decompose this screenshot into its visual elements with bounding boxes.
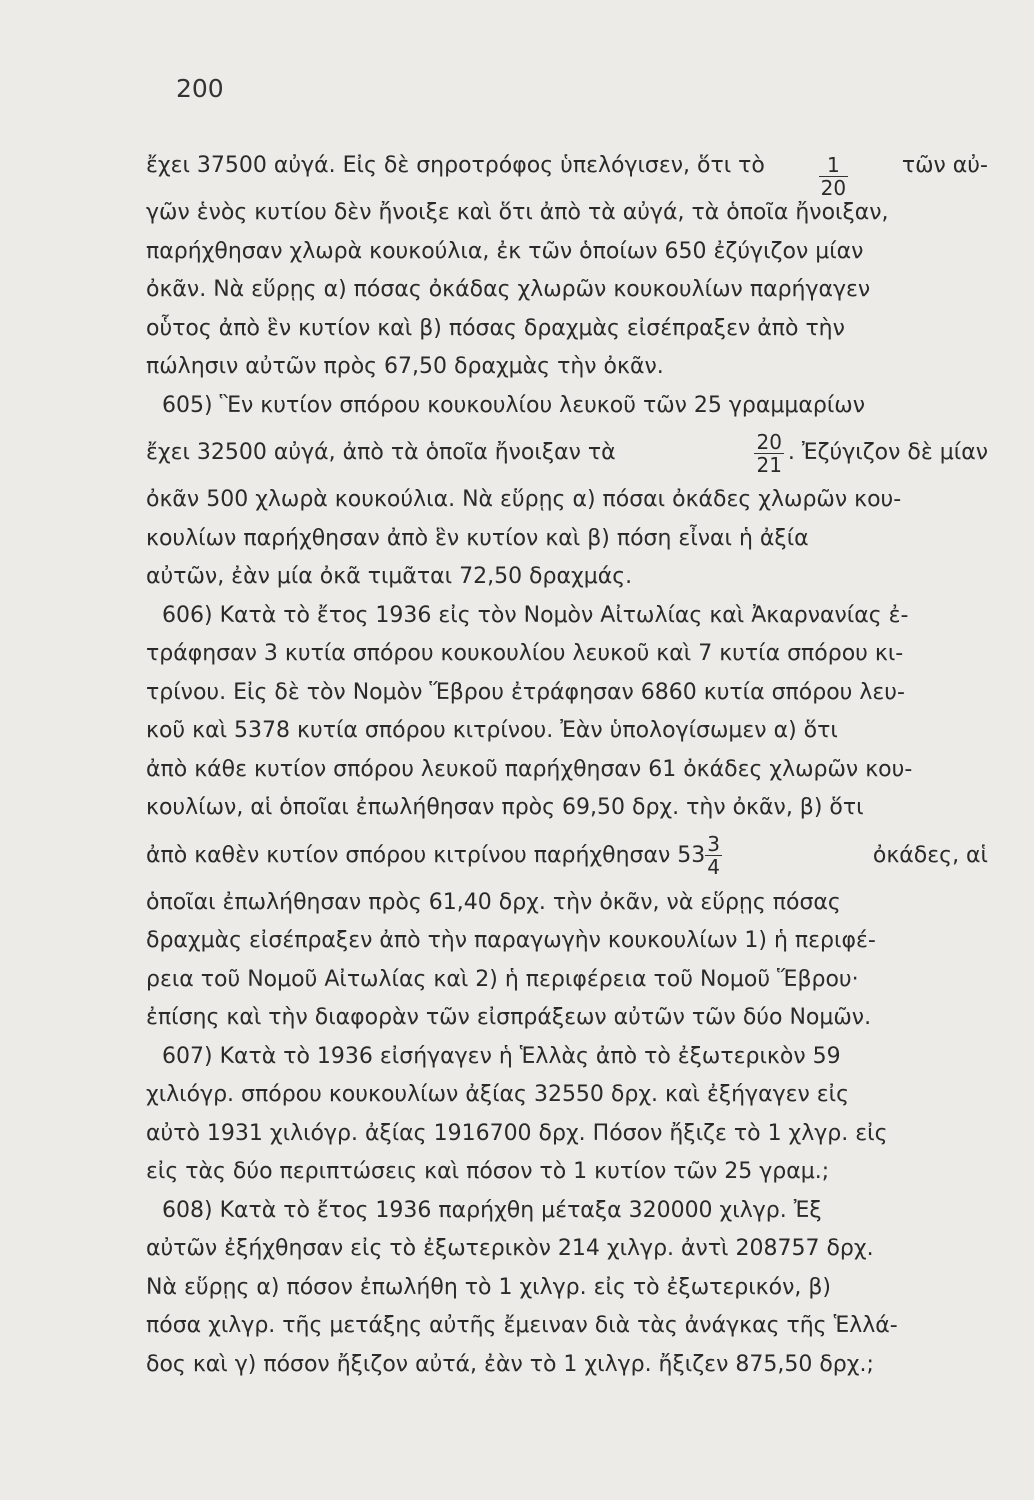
- text-line-19: δραχμὰς εἰσέπραξεν ἀπὸ τὴν παραγωγὴν κουκουλίων 1) ἡ περιφέ-: [146, 928, 876, 953]
- text-line-12: τράφησαν 3 κυτία σπόρου κουκουλίου λευκοῦ καὶ 7 κυτία σπόρου κι-: [146, 641, 904, 666]
- text-line-0: [146, 138, 988, 200]
- text-line-16: κουλίων, αἱ ὁποῖαι ἐπωλήθησαν πρὸς 69,50 δρχ. τὴν ὀκᾶν, β) ὅτι: [146, 795, 864, 820]
- text-line-17: [146, 828, 988, 884]
- text-line-1: γῶν ἑνὸς κυτίου δὲν ἤνοιξε καὶ ὅτι ἀπὸ τὰ αὐγά, τὰ ὁποῖα ἤνοιξαν,: [146, 200, 889, 225]
- text-line-15: ἀπὸ κάθε κυτίον σπόρου λευκοῦ παρήχθησαν 61 ὀκάδες χλωρῶν κου-: [146, 756, 913, 782]
- mixed-number-group: [146, 828, 726, 884]
- text-line-9: κουλίων παρήχθησαν ἀπὸ ἓν κυτίον καὶ β) πόση εἶναι ἡ ἀξία: [146, 525, 809, 551]
- body-text: [146, 138, 988, 1384]
- text-line-7: [146, 425, 988, 481]
- text-line-28: Νὰ εὕρῃς α) πόσον ἐπωλήθη τὸ 1 χιλγρ. εἰς τὸ ἐξωτερικόν, β): [146, 1274, 831, 1300]
- text-line-8: ὀκᾶν 500 χλωρὰ κουκούλια. Νὰ εὕρῃς α) πόσαι ὀκάδες χλωρῶν κου-: [146, 487, 902, 512]
- fraction-denominator: 20: [820, 176, 847, 200]
- text-line-10: αὐτῶν, ἐὰν μία ὀκᾶ τιμᾶται 72,50 δραχμάς.: [146, 564, 633, 589]
- problem-607-start: 607) Κατὰ τὸ 1936 εἰσήγαγεν ἡ Ἑλλὰς ἀπὸ τὸ ἐξωτερικὸν 59: [162, 1043, 841, 1069]
- text-line-4: οὗτος ἀπὸ ἓν κυτίον καὶ β) πόσας δραχμὰς εἰσέπραξεν ἀπὸ τὴν: [146, 315, 845, 341]
- text-segment: ἔχει 32500 αὐγά, ἀπὸ τὰ ὁποῖα ἤνοιξαν τὰ: [146, 440, 616, 465]
- text-line-14: κοῦ καὶ 5378 κυτία σπόρου κιτρίνου. Ἐὰν ὑπολογίσωμεν α) ὅτι: [146, 718, 838, 743]
- fraction-numerator: 1: [827, 153, 840, 177]
- text-line-23: χιλιόγρ. σπόρου κουκουλίων ἀξίας 32550 δρχ. καὶ ἐξήγαγεν εἰς: [146, 1082, 850, 1107]
- text-line-30: δος καὶ γ) πόσον ἤξιζον αὐτά, ἐὰν τὸ 1 χιλγρ. ἤξιζεν 875,50 δρχ.;: [146, 1351, 874, 1377]
- text-line-18: ὁποῖαι ἐπωλήθησαν πρὸς 61,40 δρχ. τὴν ὀκᾶν, νὰ εὕρῃς πόσας: [146, 889, 841, 915]
- fraction-numerator: 3: [707, 832, 720, 856]
- text-segment: . Ἐζύγιζον δὲ μίαν: [787, 440, 988, 465]
- problem-606-start: 606) Κατὰ τὸ ἔτος 1936 εἰς τὸν Νομὸν Αἰτωλίας καὶ Ἀκαρνανίας ἐ-: [162, 602, 909, 628]
- page-number: 200: [176, 74, 224, 103]
- text-line-13: τρίνου. Εἰς δὲ τὸν Νομὸν Ἕβρου ἐτράφησαν 6860 κυτία σπόρου λευ-: [146, 679, 905, 705]
- text-line-20: ρεια τοῦ Νομοῦ Αἰτωλίας καὶ 2) ἡ περιφέρεια τοῦ Νομοῦ Ἕβρου·: [146, 966, 859, 992]
- fraction: [819, 154, 848, 199]
- text-line-25: εἰς τὰς δύο περιπτώσεις καὶ πόσον τὸ 1 κυτίον τῶν 25 γραμ.;: [146, 1159, 830, 1184]
- fraction-denominator: 21: [756, 452, 782, 477]
- text-line-5: πώλησιν αὐτῶν πρὸς 67,50 δραχμὰς τὴν ὀκᾶν.: [146, 354, 664, 379]
- text-segment: ἔχει 37500 αὐγά. Εἰς δὲ σηροτρόφος ὑπελόγισεν, ὅτι τὸ: [146, 153, 765, 178]
- fraction: [705, 833, 722, 878]
- problem-605-start: 605) Ἓν κυτίον σπόρου κουκουλίου λευκοῦ τῶν 25 γραμμαρίων: [162, 392, 866, 418]
- text-line-21: ἐπίσης καὶ τὴν διαφορὰν τῶν εἰσπράξεων αὐτῶν τῶν δύο Νομῶν.: [146, 1005, 872, 1030]
- text-segment: ἀπὸ καθὲν κυτίον σπόρου κιτρίνου παρήχθησαν 53: [146, 842, 706, 868]
- problem-608-start: 608) Κατὰ τὸ ἔτος 1936 παρήχθη μέταξα 320000 χιλγρ. Ἐξ: [162, 1197, 822, 1223]
- text-line-27: αὐτῶν ἐξήχθησαν εἰς τὸ ἐξωτερικὸν 214 χιλγρ. ἀντὶ 208757 δρχ.: [146, 1236, 874, 1261]
- text-line-29: πόσα χιλγρ. τῆς μετάξης αὐτῆς ἔμειναν διὰ τὰς ἀνάγκας τῆς Ἑλλά-: [146, 1313, 898, 1338]
- text-segment: τῶν αὐ-: [901, 153, 988, 178]
- fraction: [754, 431, 783, 476]
- fraction-denominator: 4: [707, 855, 720, 879]
- text-line-3: ὀκᾶν. Νὰ εὕρῃς α) πόσας ὀκάδας χλωρῶν κουκουλίων παρήγαγεν: [146, 277, 871, 302]
- fraction-group: [750, 425, 988, 481]
- fraction-numerator: 20: [756, 429, 782, 454]
- text-line-2: παρήχθησαν χλωρὰ κουκούλια, ἐκ τῶν ὁποίων 650 ἐζύγιζον μίαν: [146, 238, 864, 264]
- text-line-24: αὐτὸ 1931 χιλιόγρ. ἀξίας 1916700 δρχ. Πόσον ἤξιζε τὸ 1 χλγρ. εἰς: [146, 1120, 888, 1146]
- text-segment: ὀκάδες, αἱ: [872, 842, 988, 868]
